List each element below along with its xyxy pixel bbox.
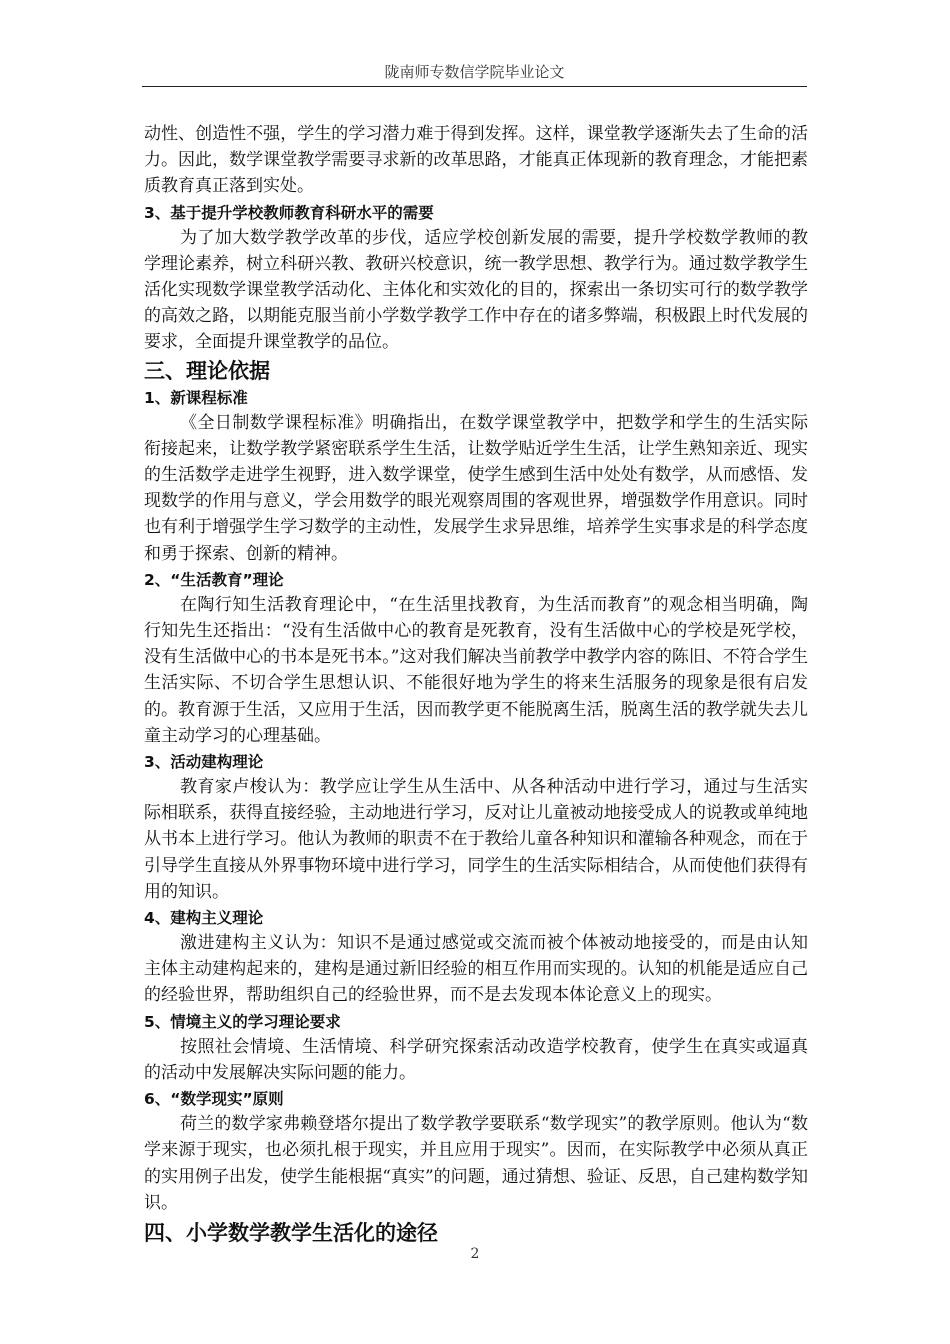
paragraph-life-education: 在陶行知生活教育理论中，“在生活里找教育，为生活而教育”的观念相当明确，陶行知先生还指出：“没有生活做中心的教育是死教育，没有生活做中心的学校是死学校，没有生活做中心的书本是死书本。”这对我们解决当前教学中教学内容的陈旧、不符合学生生活实际、不切合学生思想认识、不能很好地为学生的将来生活服务的现象是很有启发的。教育源于生活，又应用于生活，因而教学更不能脱离生活，脱离生活的教学就失去儿童主动学习的心理基础。 <box>144 594 808 746</box>
paragraph-activity-construction: 教育家卢梭认为：教学应让学生从生活中、从各种活动中进行学习，通过与生活实际相联系，获得直接经验，主动地进行学习，反对让儿童被动地接受成人的说教或单纯地从书本上进行学习。他认为教师的职责不在于教给儿童各种知识和灌输各种观念，而在于引导学生直接从外界事物环境中进行学习，同学生的生活实际相结合，从而使他们获得有用的知识。 <box>144 777 808 902</box>
paragraph-constructivism: 激进建构主义认为：知识不是通过感觉或交流而被个体被动地接受的，而是由认知主体主动建构起来的，建构是通过新旧经验的相互作用而实现的。认知的机能是适应自己的经验世界，帮助组织自己的经验世界，而不是去发现本体论意义上的现实。 <box>144 933 808 1006</box>
paragraph-math-reality: 荷兰的数学家弗赖登塔尔提出了数学教学要联系“数学现实”的教学原则。他认为“数学来源于现实，也必须扎根于现实，并且应用于现实”。因而，在实际教学中必须从真正的实用例子出发，使学生能根据“真实”的问题，通过猜想、验证、反思，自己建构数学知识。 <box>144 1114 808 1213</box>
page-number: 2 <box>470 1246 480 1262</box>
section-heading-approaches: 四、小学数学教学生活化的途径 <box>144 1220 438 1245</box>
paragraph-new-curriculum: 《全日制数学课程标准》明确指出，在数学课堂教学中，把数学和学生的生活实际衔接起来，让数学教学紧密联系学生生活，让数学贴近学生生活，让学生熟知亲近、现实的生活数学走进学生视野，进入数学课堂，使学生感到生活中处处有数学，从而感悟、发现数学的作用与意义，学会用数学的眼光观察周围的客观世界，增强数学作用意识。同时也有利于增强学生学习数学的主动性，发展学生求异思维，培养学生实事求是的科学态度和勇于探索、创新的精神。 <box>144 412 808 564</box>
paragraph-situationism: 按照社会情境、生活情境、科学研究探索活动改造学校教育，使学生在真实或逼真的活动中发展解决实际问题的能力。 <box>144 1036 808 1083</box>
paragraph-continued: 动性、创造性不强，学生的学习潜力难于得到发挥。这样，课堂教学逐渐失去了生命的活力。因此，数学课堂教学需要寻求新的改革思路，才能真正体现新的教育理念，才能把素质教育真正落到实处。 <box>144 124 808 197</box>
running-header: 陇南师专数信学院毕业论文 <box>384 63 565 81</box>
paragraph-research-level: 为了加大数学教学改革的步伐，适应学校创新发展的需要，提升学校数学教师的教学理论素养，树立科研兴教、教研兴校意识，统一教学思想、教学行为。通过数学教学生活化实现数学课堂教学活动化、主体化和实效化的目的，探索出一条切实可行的数学教学的高效之路，以期能克服当前小学数学教学工作中存在的诸多弊端，积极跟上时代发展的要求，全面提升课堂教学的品位。 <box>144 227 808 353</box>
subheading-new-curriculum: 1、新课程标准 <box>144 388 248 407</box>
subheading-activity-construction: 3、活动建构理论 <box>144 753 264 772</box>
subheading-constructivism: 4、建构主义理论 <box>144 909 264 928</box>
section-heading-theory-basis: 三、理论依据 <box>144 358 270 383</box>
document-body <box>144 121 808 1247</box>
subheading-research-level: 3、基于提升学校教师教育科研水平的需要 <box>144 203 434 222</box>
subheading-life-education: 2、“生活教育”理论 <box>144 570 284 589</box>
subheading-situationism: 5、情境主义的学习理论要求 <box>144 1012 341 1031</box>
header-divider <box>142 86 807 87</box>
subheading-math-reality: 6、“数学现实”原则 <box>144 1090 284 1109</box>
